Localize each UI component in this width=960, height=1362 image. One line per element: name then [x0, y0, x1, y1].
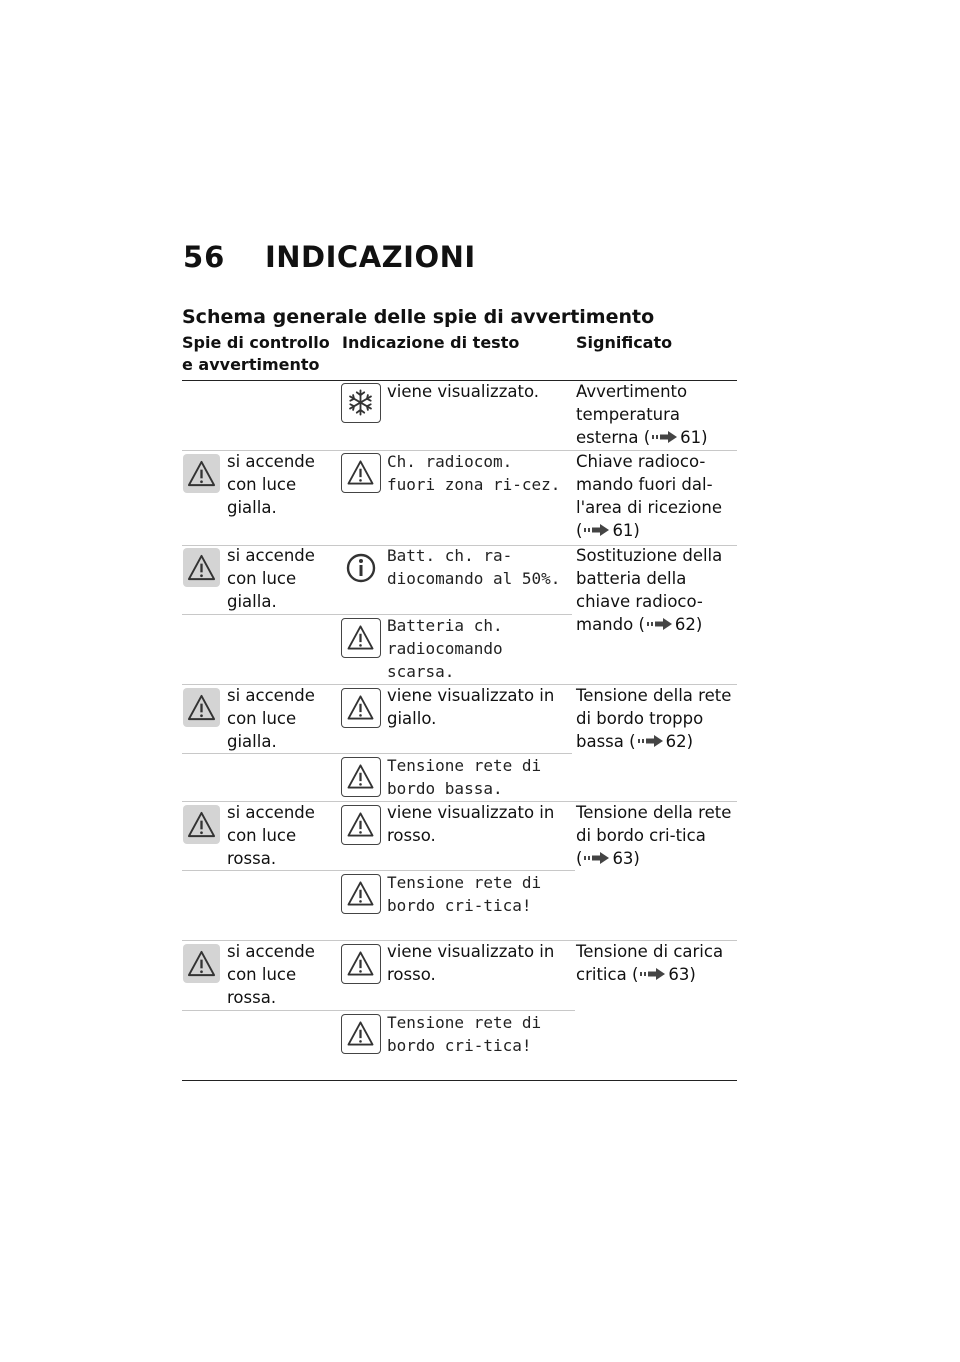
display-text: Tensione rete di bordo bassa.	[387, 756, 542, 798]
lamp-text: si accende con luce rossa.	[227, 942, 315, 1007]
column-header-meaning: Significato	[576, 333, 673, 352]
page-ref-arrow-icon	[652, 431, 678, 443]
display-text: viene visualizzato in giallo.	[387, 686, 555, 728]
display-text: viene visualizzato in rosso.	[387, 942, 555, 984]
page-ref-arrow-icon	[640, 968, 666, 980]
lamp-text: si accende con luce gialla.	[227, 686, 315, 751]
snowflake-icon	[341, 383, 381, 423]
display-text: Tensione rete di bordo cri-tica!	[387, 873, 542, 915]
warning-triangle-icon	[341, 453, 381, 493]
meaning-text: Sostituzione della batteria della chiave radioco-mando ( 62)	[576, 546, 723, 634]
warning-triangle-icon	[341, 944, 381, 984]
warning-triangle-icon	[341, 805, 381, 845]
page-reference[interactable]: ( 63)	[631, 965, 696, 984]
page-reference[interactable]: ( 63)	[576, 849, 640, 868]
lamp-text: si accende con luce rossa.	[227, 803, 315, 868]
meaning-text: Chiave radioco-mando fuori dal-l'area di ricezione ( 61)	[576, 452, 723, 540]
meaning-text: Tensione di carica critica ( 63)	[576, 942, 724, 984]
display-text: viene visualizzato.	[387, 382, 539, 401]
display-text: Batt. ch. ra-diocomando al 50%.	[387, 546, 561, 588]
display-text: Batteria ch. radiocomando scarsa.	[387, 616, 503, 681]
lamp-text: si accende con luce gialla.	[227, 452, 315, 517]
page-reference[interactable]: ( 62)	[638, 615, 703, 634]
page-reference[interactable]: ( 61)	[643, 428, 708, 447]
page-ref-arrow-icon	[584, 852, 610, 864]
display-text: Ch. radiocom. fuori zona ri-cez.	[387, 452, 561, 494]
warning-triangle-icon	[183, 454, 220, 493]
warning-triangle-icon	[183, 688, 220, 727]
page-reference[interactable]: ( 62)	[629, 732, 694, 751]
meaning-text: Avvertimento temperatura esterna ( 61)	[576, 382, 708, 447]
page-ref-arrow-icon	[584, 524, 610, 536]
meaning-text: Tensione della rete di bordo troppo bassa ( 62)	[576, 686, 732, 751]
warning-triangle-icon	[341, 874, 381, 914]
page-number: 56	[183, 240, 226, 274]
page-header	[183, 240, 476, 274]
chapter-title: INDICAZIONI	[265, 240, 476, 274]
column-header-display: Indicazione di testo	[342, 333, 520, 352]
lamp-text: si accende con luce gialla.	[227, 546, 315, 611]
display-text: viene visualizzato in rosso.	[387, 803, 555, 845]
column-header-lamps: Spie di controllo e avvertimento	[182, 333, 330, 374]
section-title: Schema generale delle spie di avvertimento	[182, 306, 655, 328]
meaning-text: Tensione della rete di bordo cri-tica ( 63)	[576, 803, 732, 868]
warning-triangle-icon	[341, 757, 381, 797]
page-ref-arrow-icon	[647, 618, 673, 630]
warning-triangle-icon	[183, 805, 220, 844]
page-ref-arrow-icon	[638, 735, 664, 747]
warning-triangle-icon	[341, 618, 381, 658]
warning-triangle-icon	[183, 548, 220, 587]
page-reference[interactable]: ( 61)	[576, 521, 640, 540]
info-circle-icon	[341, 548, 381, 588]
warning-triangle-icon	[341, 1014, 381, 1054]
warning-triangle-icon	[183, 944, 220, 983]
table-bottom-rule	[182, 1080, 737, 1081]
display-text: Tensione rete di bordo cri-tica!	[387, 1013, 542, 1055]
warning-triangle-icon	[341, 688, 381, 728]
